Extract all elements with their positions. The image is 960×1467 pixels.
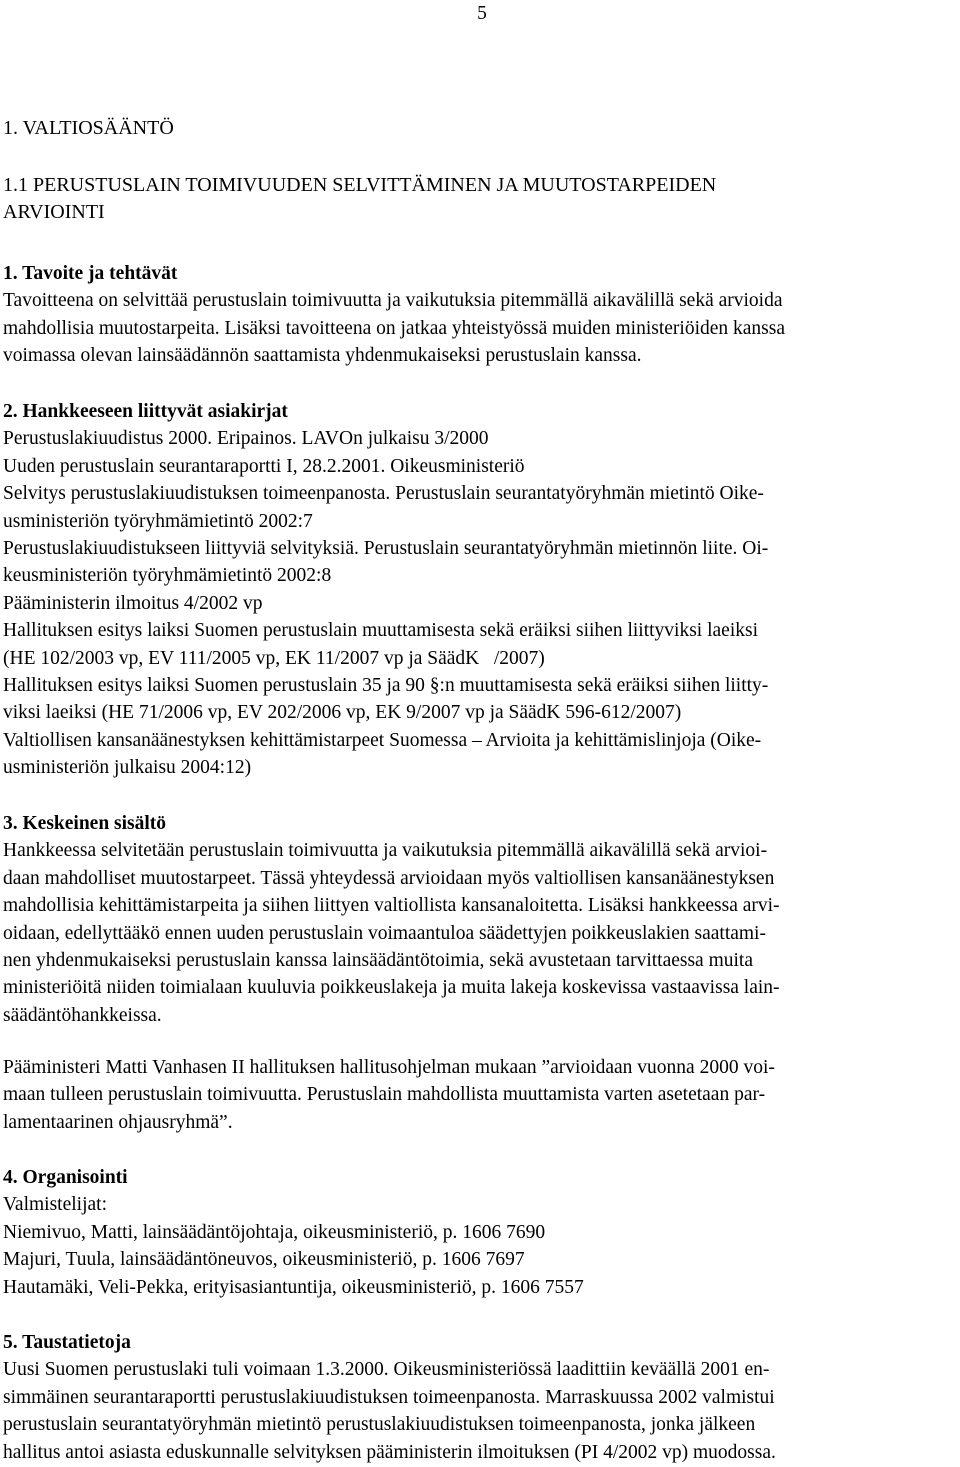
document-reference: Hallituksen esitys laiksi Suomen perustuslain muuttamisesta sekä eräiksi siihen liittyviksi laeiksi [3, 620, 758, 642]
text-line: säädäntöhankkeissa. [3, 1004, 162, 1026]
main-heading-block [0, 115, 943, 142]
contact-line: Majuri, Tuula, lainsäädäntöneuvos, oikeusministeriö, p. 1606 7697 [3, 1249, 525, 1271]
text-line: ministeriöitä niiden toimialaan kuuluvia poikkeuslakeja ja muita lakeja koskevissa vastaavissa lain- [3, 977, 780, 999]
section-background [0, 1329, 943, 1466]
section-documents [0, 398, 943, 782]
document-reference: Uuden perustuslain seurantaraportti I, 28.2.2001. Oikeusministeriö [3, 455, 525, 477]
section-content-paragraph-2 [0, 1054, 943, 1136]
text-line: Pääministeri Matti Vanhasen II hallituksen hallitusohjelman mukaan ”arvioidaan vuonna 2000 voi- [3, 1057, 775, 1078]
text-line: Valmistelijat: [3, 1194, 107, 1216]
document-reference: usministeriön julkaisu 2004:12) [3, 757, 252, 779]
document-reference: keusministeriön työryhmämietintö 2002:8 [3, 565, 332, 587]
document-reference: Perustuslakiuudistus 2000. Eripainos. LAVOn julkaisu 3/2000 [3, 428, 489, 450]
text-line: mahdollisia kehittämistarpeita ja siihen liittyen valtiollista kansanaloitetta. Lisäksi hankkeessa arvi- [3, 895, 780, 917]
text-line: Uusi Suomen perustuslaki tuli voimaan 1.3.2000. Oikeusministeriössä laadittiin keväällä 2001 en- [3, 1359, 770, 1381]
text-line: Hankkeessa selvitetään perustuslain toimivuutta ja vaikutuksia pitemmällä aikavälillä sekä arvioi- [3, 840, 768, 862]
sub-heading-line: 1.1 PERUSTUSLAIN TOIMIVUUDEN SELVITTÄMINEN JA MUUTOSTARPEIDEN [3, 174, 717, 196]
text-line: nen yhdenmukaiseksi perustuslain kanssa lainsäädäntötoimia, sekä avustetaan tarvittaessa muita [3, 950, 753, 972]
sub-heading-line: ARVIOINTI [3, 201, 105, 224]
text-line: oidaan, edellyttääkö ennen uuden perustuslain voimaantuloa säädettyjen poikkeuslakien saattami- [3, 922, 766, 944]
section-goals [0, 260, 943, 370]
sub-heading-block [0, 172, 943, 227]
page-number: 5 [477, 3, 487, 24]
text-line: voimassa olevan lainsäädännön saattamista yhdenmukaiseksi perustuslain kanssa. [3, 345, 642, 367]
document-reference: Hallituksen esitys laiksi Suomen perustuslain 35 ja 90 §:n muuttamisesta sekä eräiksi siihen liitty- [3, 675, 769, 697]
section-title: 5. Taustatietoja [3, 1332, 131, 1353]
document-reference: Pääministerin ilmoitus 4/2002 vp [3, 592, 263, 614]
text-line: lamentaarinen ohjausryhmä”. [3, 1111, 233, 1133]
text-line: Tavoitteena on selvittää perustuslain toimivuutta ja vaikutuksia pitemmällä aikavälillä sekä arvioida [3, 290, 783, 312]
text-line: perustuslain seurantatyöryhmän mietintö perustuslakiuudistuksen toimeenpanosta, jonka jälkeen [3, 1414, 756, 1436]
text-line: mahdollisia muutostarpeita. Lisäksi tavoitteena on jatkaa yhteistyössä muiden ministeriöiden kanssa [3, 317, 785, 339]
section-title: 4. Organisointi [3, 1167, 128, 1188]
section-title: 1. Tavoite ja tehtävät [3, 263, 178, 284]
text-line: daan mahdolliset muutostarpeet. Tässä yhteydessä arvioidaan myös valtiollisen kansanäänestyksen [3, 867, 775, 889]
document-reference: Perustuslakiuudistukseen liittyviä selvityksiä. Perustuslain seurantatyöryhmän mietinnön liite. Oi- [3, 538, 769, 560]
document-reference: usministeriön työryhmämietintö 2002:7 [3, 510, 313, 532]
text-line: simmäinen seurantaraportti perustuslakiuudistuksen toimeenpanosta. Marraskuussa 2002 valmistui [3, 1386, 775, 1408]
section-content [0, 810, 943, 1029]
text-line: maan tulleen perustuslain toimivuutta. Perustuslain mahdollista muuttamista varten asetetaan par- [3, 1084, 766, 1106]
document-reference: (HE 102/2003 vp, EV 111/2005 vp, EK 11/2007 vp ja SäädK /2007) [3, 647, 545, 669]
document-reference: viksi laeiksi (HE 71/2006 vp, EV 202/2006 vp, EK 9/2007 vp ja SäädK 596-612/2007) [3, 702, 682, 724]
main-heading: 1. VALTIOSÄÄNTÖ [3, 117, 174, 139]
text-line: hallitus antoi asiasta eduskunnalle selvityksen pääministerin ilmoituksen (PI 4/2002 vp) muodossa. [3, 1441, 776, 1463]
section-title: 2. Hankkeeseen liittyvät asiakirjat [3, 401, 288, 422]
document-reference: Valtiollisen kansanäänestyksen kehittämistarpeet Suomessa – Arvioita ja kehittämislinjoja (Oike- [3, 729, 762, 751]
section-organisation [0, 1164, 943, 1301]
document-reference: Selvitys perustuslakiuudistuksen toimeenpanosta. Perustuslain seurantatyöryhmän mietintö Oike- [3, 483, 764, 505]
section-title: 3. Keskeinen sisältö [3, 813, 167, 834]
contact-line: Niemivuo, Matti, lainsäädäntöjohtaja, oikeusministeriö, p. 1606 7690 [3, 1221, 546, 1243]
contact-line: Hautamäki, Veli-Pekka, erityisasiantuntija, oikeusministeriö, p. 1606 7557 [3, 1276, 584, 1298]
